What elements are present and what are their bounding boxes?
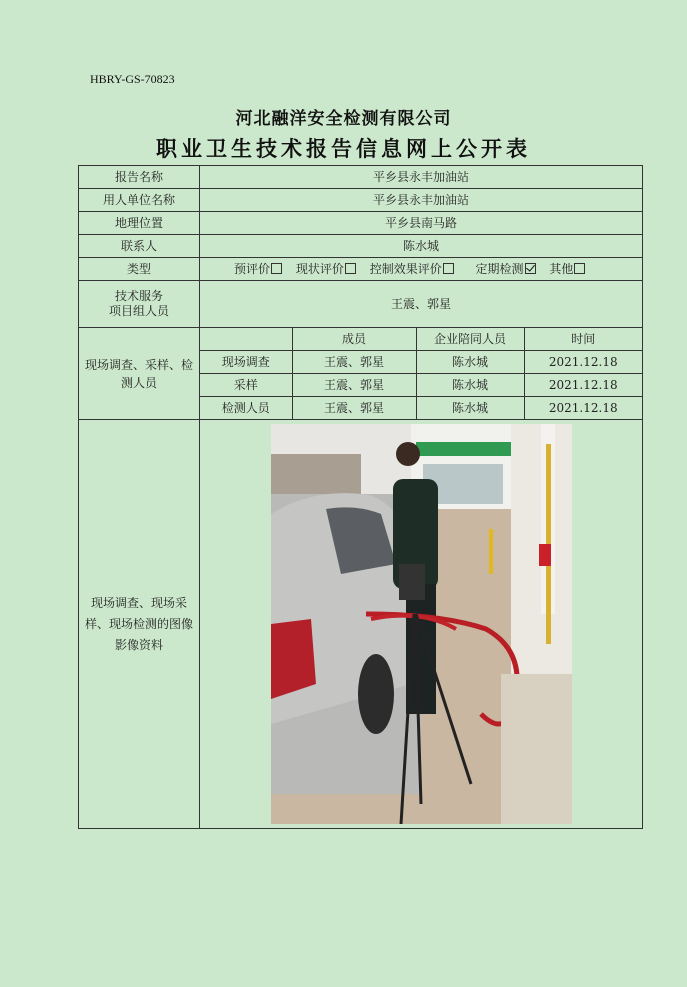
type-option: 控制效果评价 [370, 262, 454, 276]
row-contact [79, 235, 643, 258]
type-options [200, 258, 643, 281]
survey-header: 时间 [524, 328, 642, 351]
checkbox-icon[interactable] [345, 263, 356, 274]
row-employer [79, 189, 643, 212]
location-label: 地理位置 [79, 212, 200, 235]
survey-label: 现场调查、采样、检测人员 [79, 328, 200, 420]
table-row: 现场调查 王震、郭星 陈水城 2021.12.18 [200, 351, 642, 374]
images-cell [200, 420, 643, 829]
document-code: HBRY-GS-70823 [90, 72, 175, 86]
contact-value: 陈水城 [200, 235, 643, 258]
type-option: 现状评价 [296, 262, 356, 276]
employer-value: 平乡县永丰加油站 [200, 189, 643, 212]
team-value: 王震、郭星 [200, 281, 643, 328]
type-label: 类型 [79, 258, 200, 281]
report-name-value: 平乡县永丰加油站 [200, 166, 643, 189]
type-option: 预评价 [234, 262, 282, 276]
survey-header: 成员 [292, 328, 416, 351]
table-row: 检测人员 王震、郭星 陈水城 2021.12.18 [200, 397, 642, 420]
report-name-label: 报告名称 [79, 166, 200, 189]
row-images [79, 420, 643, 829]
survey-header [200, 328, 292, 351]
survey-table [200, 328, 642, 419]
disclosure-table [78, 165, 643, 829]
contact-label: 联系人 [79, 235, 200, 258]
row-survey [79, 328, 643, 420]
company-name: 河北融洋安全检测有限公司 [235, 109, 452, 129]
table-row: 采样 王震、郭星 陈水城 2021.12.18 [200, 374, 642, 397]
row-report-name [79, 166, 643, 189]
survey-header: 企业陪同人员 [416, 328, 524, 351]
document-title: 职业卫生技术报告信息网上公开表 [156, 136, 531, 161]
location-value: 平乡县南马路 [200, 212, 643, 235]
type-option: 其他 [549, 262, 585, 276]
team-label: 技术服务 项目组人员 [79, 281, 200, 328]
employer-label: 用人单位名称 [79, 189, 200, 212]
images-label: 现场调查、现场采样、现场检测的图像影像资料 [79, 420, 200, 829]
row-team [79, 281, 643, 328]
checkbox-icon[interactable] [443, 263, 454, 274]
row-location [79, 212, 643, 235]
checked-checkbox-icon[interactable] [525, 263, 536, 274]
survey-cell [200, 328, 643, 420]
row-type [79, 258, 643, 281]
survey-header-row [200, 328, 642, 351]
site-photo [271, 424, 572, 824]
checkbox-icon[interactable] [271, 263, 282, 274]
type-option: 定期检测 [476, 262, 536, 276]
checkbox-icon[interactable] [574, 263, 585, 274]
